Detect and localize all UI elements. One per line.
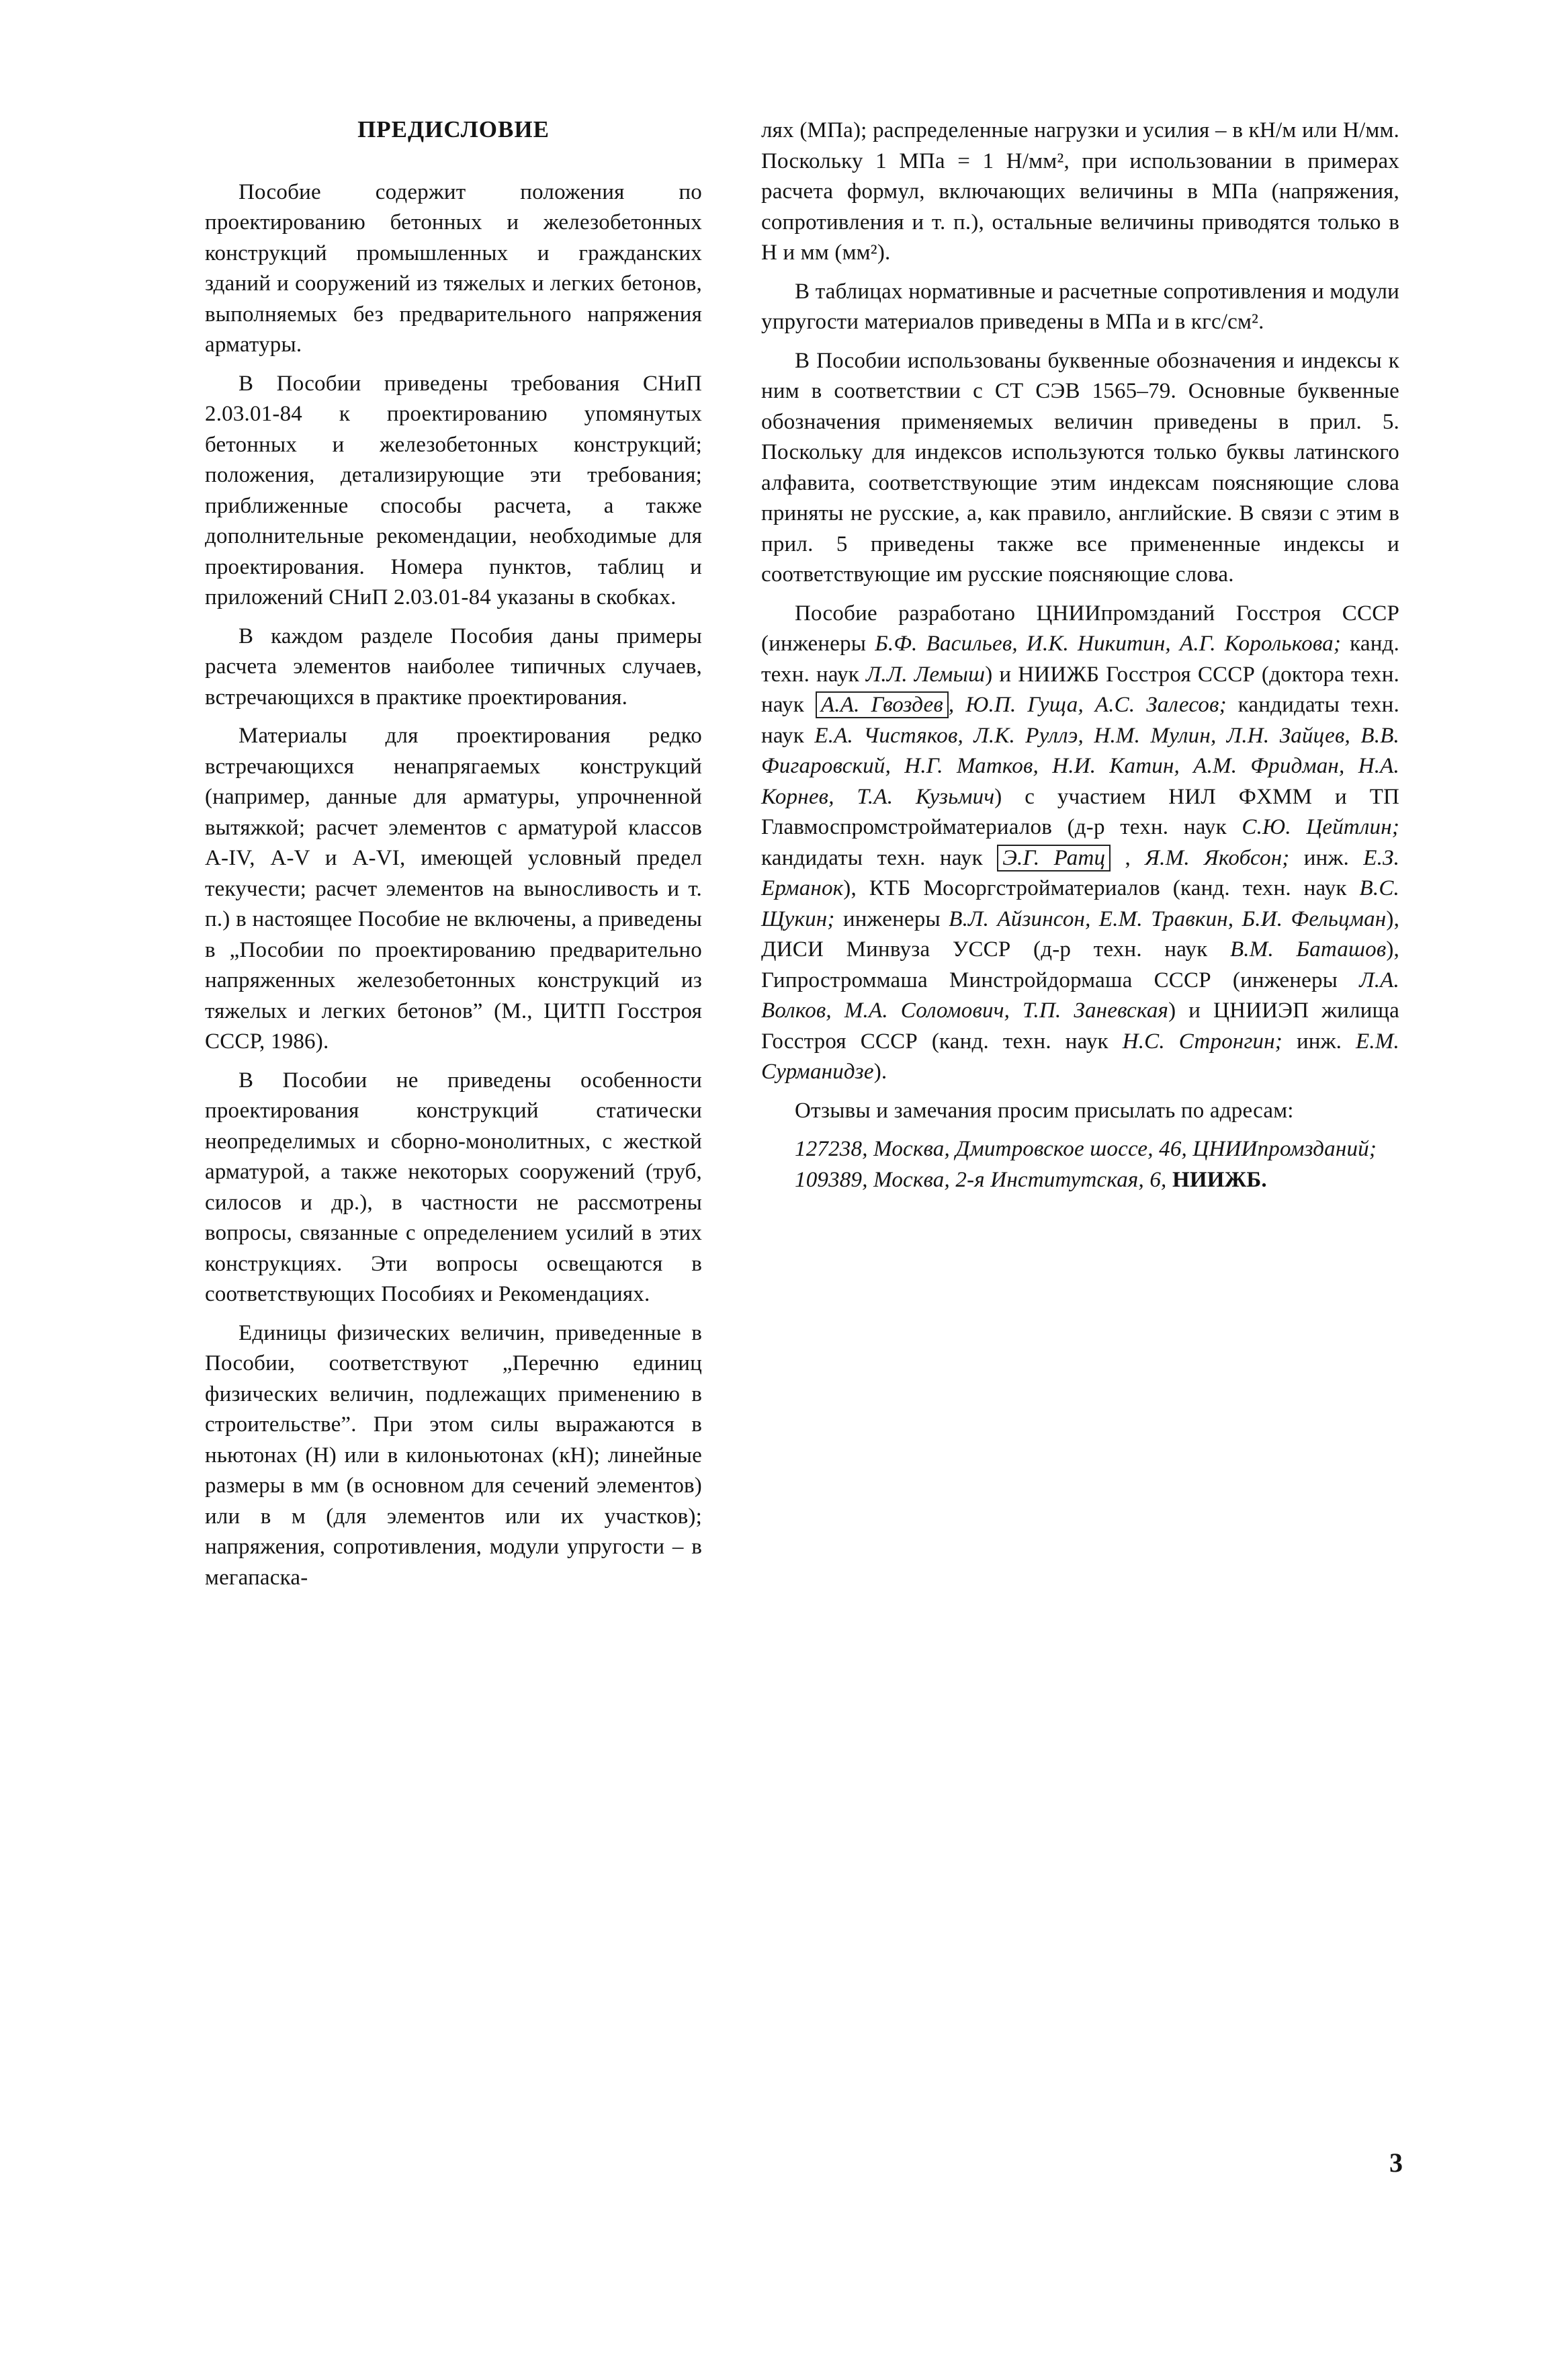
credits-text: ), КТБ Мосоргстройматериалов (канд. техн. наук [843,876,1347,900]
credits-text: инж. [1296,1029,1342,1054]
author-names: Е.З. Ерманок [761,845,1400,900]
author-names: С.Ю. Цейтлин; [1242,815,1400,839]
paragraph: Отзывы и замечания просим присылать по адресам: [795,1098,1294,1123]
paragraph: лях (МПа); распределенные нагрузки и усилия – в кН/м или Н/мм. Поскольку 1 МПа = 1 Н/мм², при использовании в примерах расчета формул, включающих величины в МПа (напряжения, сопротивления и т. п.), остальные величины приводятся только в Н и мм (мм²). [761,118,1399,265]
paragraph: Пособие содержит положения по проектированию бетонных и железобетонных конструкций промышленных и гражданских зданий и сооружений из тяжелых и легких бетонов, выполняемых без предварительного напряжения арматуры. [205,179,702,357]
author-names: Л.Л. Лемыш [865,662,986,687]
author-names: В.М. Баташов [1229,937,1387,962]
credits-text: ), Гипростроммаша Минстройдормаша СССР (инженеры [761,937,1399,992]
address-2 [761,1165,1399,1196]
credits-text: инженеры [842,906,941,931]
author-names: Н.С. Стронгин; [1122,1029,1283,1054]
paragraph: В Пособии не приведены особенности проектирования конструкций статически неопределимых и сборно-монолитных, с жесткой арматурой, а также некоторых сооружений (труб, силосов и др.), в частности не рассмотрены вопросы, связанные с определением усилий в этих конструкциях. Эти вопросы освещаются в соответствующих Пособиях и Рекомендациях. [205,1068,702,1306]
memorial-boxed-name: А.А. Гвоздев [816,691,949,718]
address-org: НИИЖБ. [1172,1167,1267,1192]
credits-text: инж. [1303,845,1349,870]
page-title: ПРЕДИСЛОВИЕ [357,116,550,142]
paragraph: В Пособии использованы буквенные обозначения и индексы к ним в соответствии с СТ СЭВ 1565–79. Основные буквенные обозначения применяемых величин приведены в прил. 5. Поскольку для индексов используются только буквы латинского алфавита, соответствующие этим индексам поясняющие слова приняты не русские, а, как правило, английские. В связи с этим в прил. 5 приведены также все примененные индексы и соответствующие им русские поясняющие слова. [761,348,1399,587]
paragraph: Единицы физических величин, приведенные в Пособии, соответствуют „Перечню единиц физических величин, подлежащих применению в строительстве”. При этом силы выражаются в ньютонах (Н) или в килоньютонах (кН); линейные размеры в мм (в основном для сечений элементов) или в м (для элементов или их участков); напряжения, сопротивления, модули упругости – в мегапаска- [205,1320,702,1590]
credits-text: кандидаты техн. наук [761,845,983,870]
left-column [205,114,702,1601]
author-names: В.Л. Айзинсон, Е.М. Травкин, Б.И. Фельцман [949,906,1387,931]
paragraph: В каждом разделе Пособия даны примеры расчета элементов наиболее типичных случаев, встречающихся в практике проектирования. [205,624,702,710]
credits-text: кандидаты техн. наук [761,693,1399,748]
memorial-boxed-name: Э.Г. Ратц [997,845,1111,872]
author-names: Я.М. Якобсон; [1145,845,1290,870]
credits-text: ), ДИСИ Минвуза УССР (д-р техн. наук [761,906,1400,962]
author-names: , Ю.П. Гуща, А.С. Залесов; [948,693,1227,717]
credits-text: ). [873,1060,887,1084]
paragraph: Материалы для проектирования редко встречающихся ненапрягаемых конструкций (например, данные для арматуры, упрочненной вытяжкой; расчет элементов с арматурой классов А-IV, А-V и А-VI, имеющей условный предел текучести; расчет элементов на выносливость и т. п.) в настоящее Пособие не включены, а приведены в „Пособии по проектированию предварительно напряженных железобетонных конструкций из тяжелых и легких бетонов” (М., ЦИТП Госстроя СССР, 1986). [205,724,702,1054]
address-text: 109389, Москва, 2-я Институтская, 6, [795,1167,1167,1192]
author-names: Л.А. Волков, М.А. Соломович, Т.П. Заневская [761,968,1399,1023]
credits-text: ) с участием НИЛ ФХММ и ТП Главмоспромстройматериалов (д-р техн. наук [761,784,1399,839]
page-number: 3 [1389,2148,1403,2178]
author-names: Б.Ф. Васильев, И.К. Никитин, А.Г. Королькова; [875,632,1342,656]
author-names: В.С. Щукин; [761,876,1399,931]
author-names: Е.М. Сурманидзе [761,1029,1399,1084]
credits-paragraph [761,599,1399,1088]
address-1: 127238, Москва, Дмитровское шоссе, 46, ЦНИИпромзданий; [795,1137,1377,1161]
credits-text: Пособие разработано ЦНИИпромзданий Госстроя СССР (инженеры [761,601,1399,656]
paragraph: В таблицах нормативные и расчетные сопротивления и модули упругости материалов приведены в МПа и в кгс/см². [761,279,1399,334]
author-names: Е.А. Чистяков, Л.К. Руллэ, Н.М. Мулин, Л.Н. Зайцев, В.В. Фигаровский, Н.Г. Матков, Н.И. Катин, А.М. Фридман, Н.А. Корнев, Т.А. Кузьмич [761,723,1400,809]
credits-text: , [1125,845,1131,870]
paragraph: В Пособии приведены требования СНиП 2.03.01-84 к проектированию упомянутых бетонных и железобетонных конструкций; положения, детализирующие эти требования; приближенные способы расчета, а также дополнительные рекомендации, необходимые для проектирования. Номера пунктов, таблиц и приложений СНиП 2.03.01-84 указаны в скобках. [205,371,702,609]
credits-text: ) и ЦНИИЭП жилища Госстроя СССР (канд. техн. наук [761,998,1399,1054]
right-column [761,116,1399,1195]
credits-text: канд. техн. наук [761,632,1399,687]
credits-text: ) и НИИЖБ Госстроя СССР (доктора техн. наук [761,662,1399,717]
